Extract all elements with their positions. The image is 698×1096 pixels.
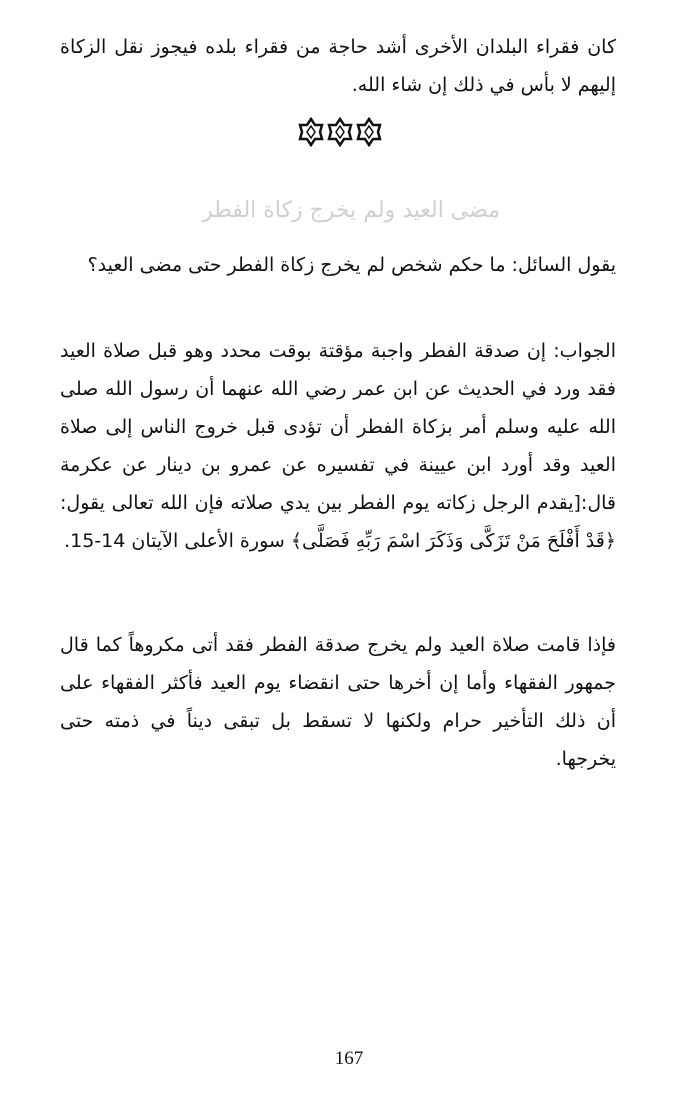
question-text: يقول السائل: ما حكم شخص لم يخرج زكاة الفطر حتى مضى العيد؟ [87, 254, 616, 276]
answer-text [60, 332, 616, 560]
answer-paragraph [60, 332, 616, 560]
question-paragraph [60, 246, 616, 284]
octagon-star-icon [298, 117, 324, 147]
intro-text: كان فقراء البلدان الأخرى أشد حاجة من فقراء بلده فيجوز نقل الزكاة إليهم لا بأس في ذلك إن شاء الله. [60, 36, 616, 96]
ruling-paragraph [60, 626, 616, 778]
section-divider-ornament [295, 114, 385, 150]
octagon-star-icon [356, 117, 382, 147]
verse-citation: سورة الأعلى الآيتان 14-15. [64, 530, 291, 552]
ruling-text: فإذا قامت صلاة العيد ولم يخرج صدقة الفطر فقد أتى مكروهاً كما قال جمهور الفقهاء وأما إن أخرها حتى انقضاء يوم العيد فأكثر الفقهاء على أن ذلك التأخير حرام ولكنها لا تسقط بل تبقى ديناً في ذمته حتى يخرجها. [60, 634, 616, 770]
section-title: مضى العيد ولم يخرج زكاة الفطر [202, 198, 500, 223]
intro-paragraph [60, 28, 616, 104]
answer-text-before-verse: الجواب: إن صدقة الفطر واجبة مؤقتة بوقت محدد وهو قبل صلاة العيد فقد ورد في الحديث عن ابن عمر رضي الله عنهما أن رسول الله صلى الله عليه وسلم أمر بزكاة الفطر أن تؤدى قبل خروج الناس إلى صلاة العيد وقد أورد ابن عيينة في تفسيره عن عمرو بن دينار عن عكرمة قال:[يقدم الرجل زكاته يوم الفطر بين يدي صلاته فإن الله تعالى يقول: [60, 340, 616, 514]
octagon-star-icon [327, 117, 353, 147]
page-number: 167 [334, 1048, 364, 1069]
quran-verse: ﴿قَدْ أَفْلَحَ مَنْ تَزَكَّى وَذَكَرَ اسْمَ رَبِّهِ فَصَلَّى﴾ [290, 530, 616, 552]
